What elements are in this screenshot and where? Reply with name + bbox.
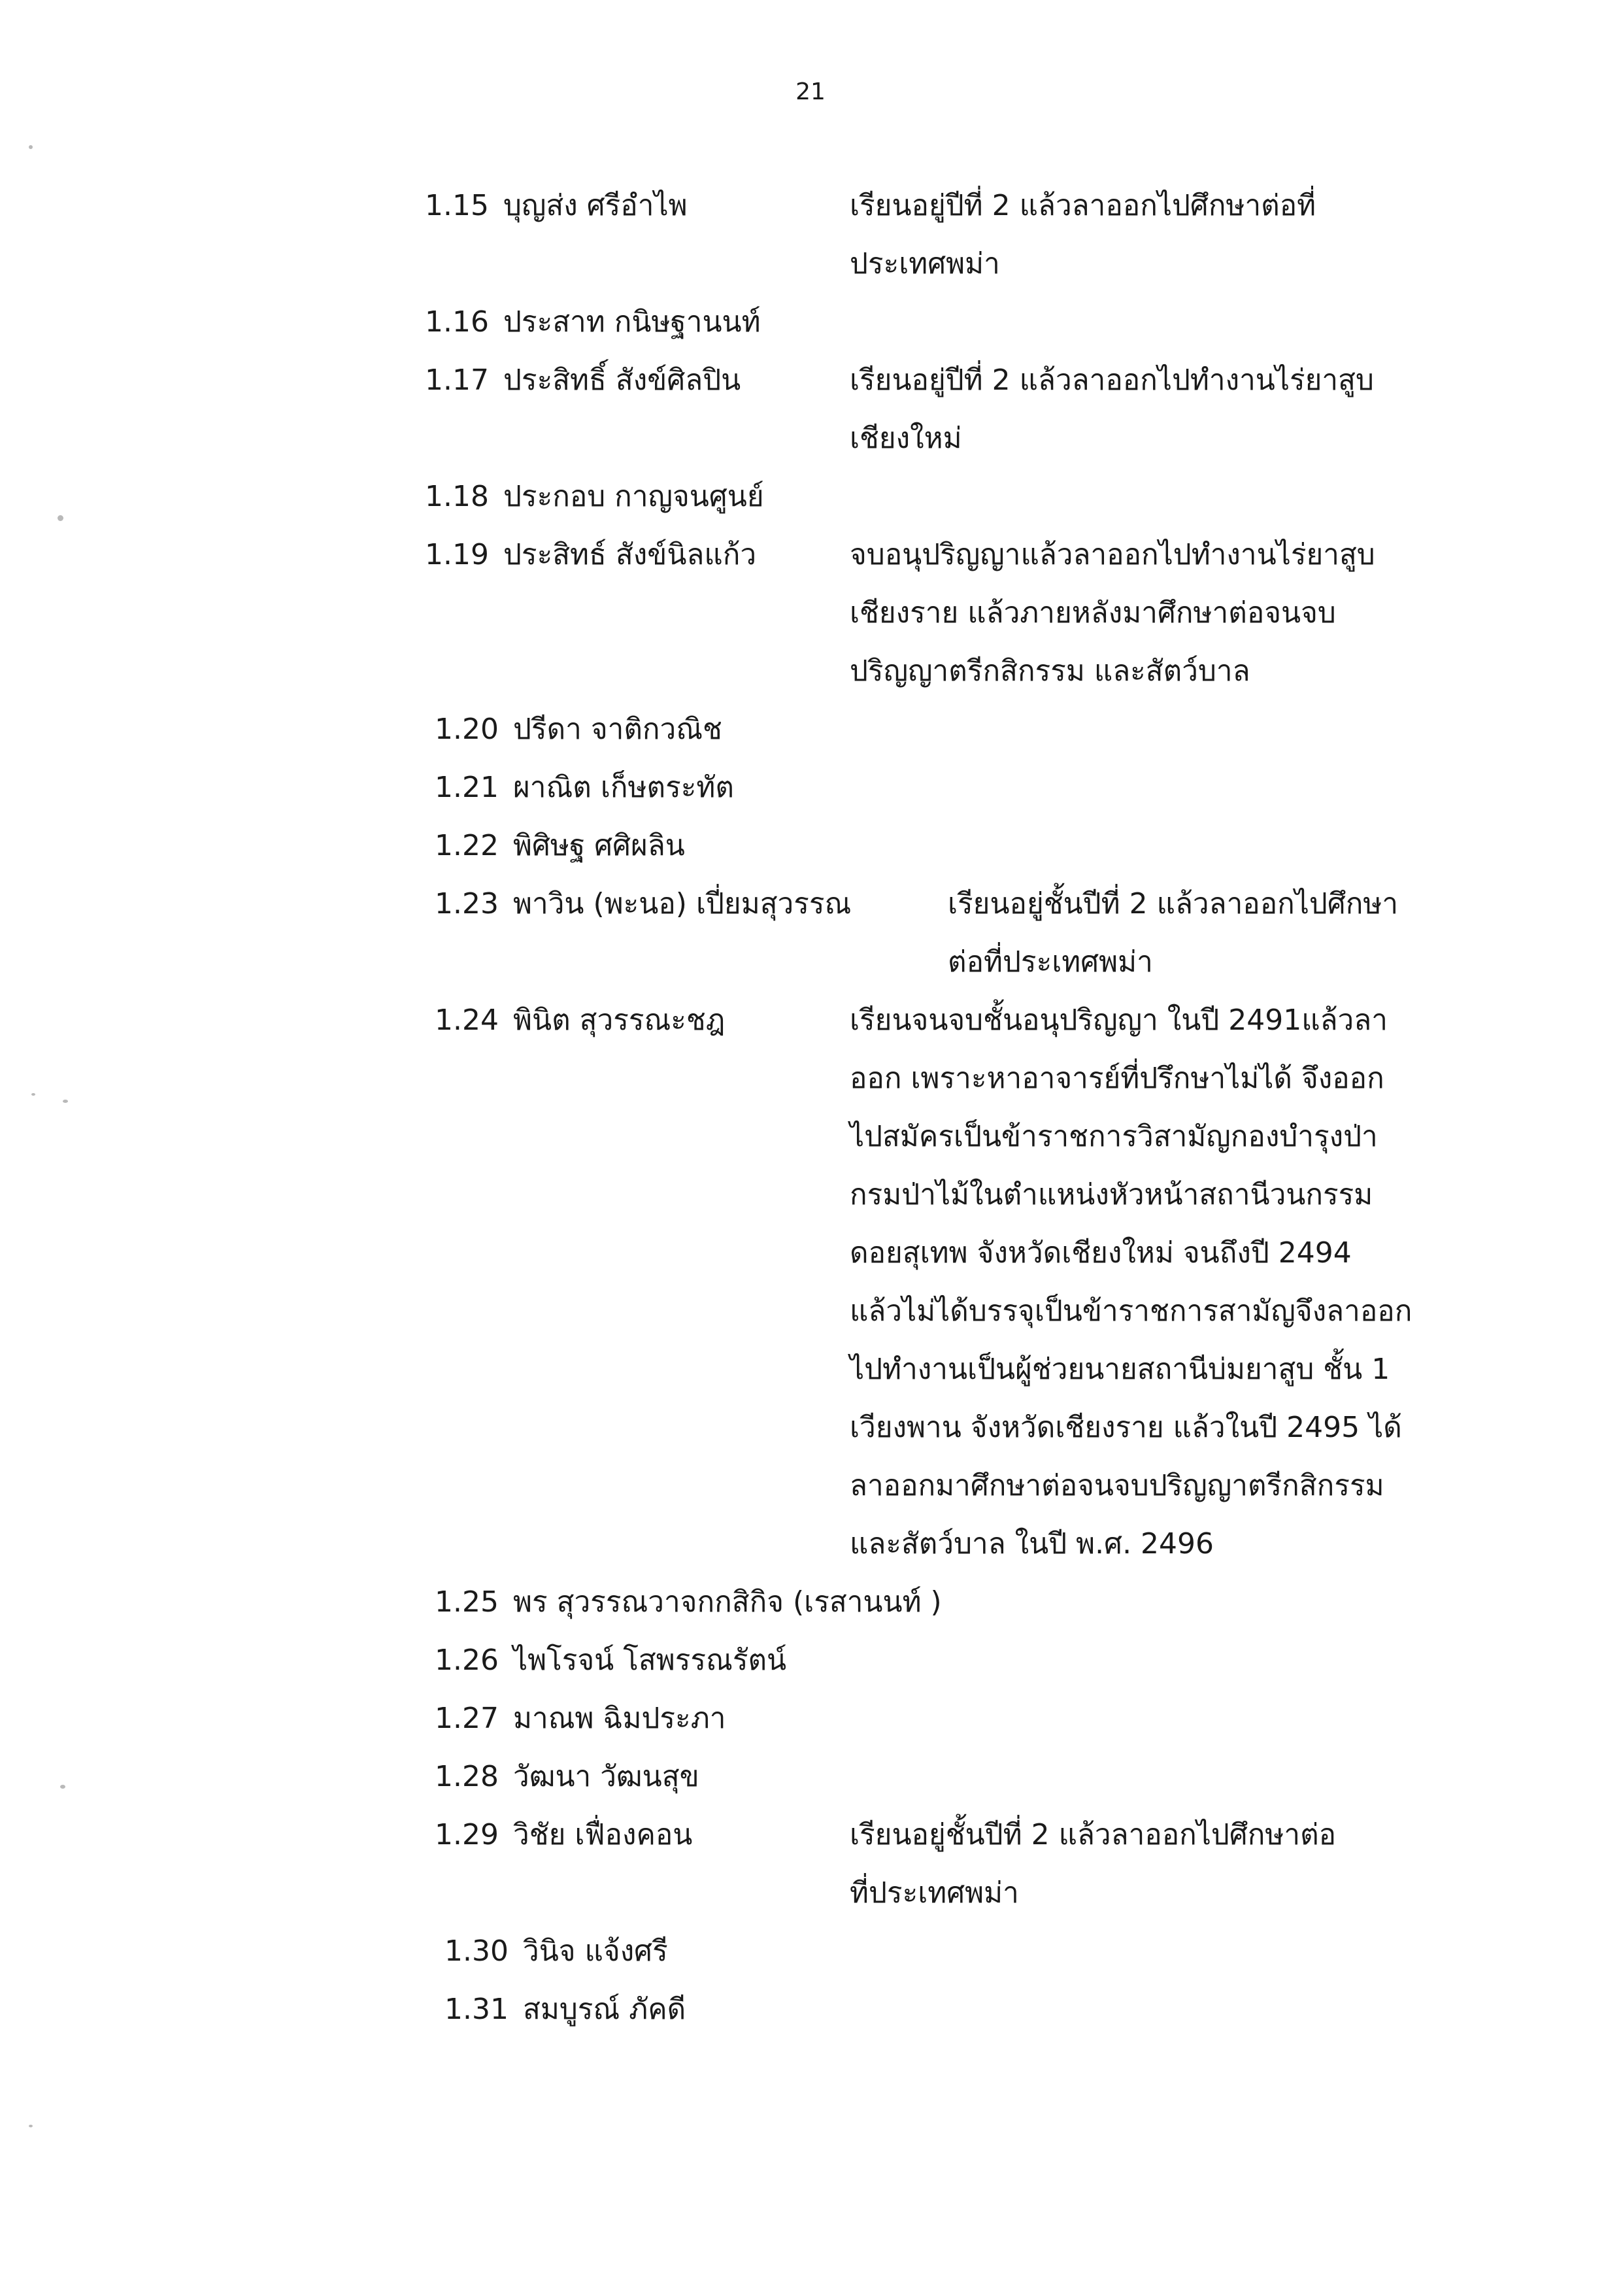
note-line: ดอยสุเทพ จังหวัดเชียงใหม่ จนถึงปี 2494 (850, 1236, 1352, 1270)
item-number: 1.24 (435, 1004, 499, 1037)
scan-speck (58, 515, 63, 521)
scan-speck (29, 145, 33, 149)
person-name: ปรีดา จาติกวณิช (513, 713, 722, 746)
person-name: พิศิษฐ ศศิผลิน (513, 829, 685, 862)
note-line: และสัตว์บาล ในปี พ.ศ. 2496 (850, 1527, 1214, 1561)
person-name: สมบูรณ์ ภัคดี (523, 1993, 686, 2026)
status-note (850, 177, 1316, 293)
status-note (850, 526, 1375, 700)
item-number: 1.27 (435, 1702, 499, 1735)
note-line: ปริญญาตรีกสิกรรม และสัตว์บาล (850, 654, 1250, 688)
note-line: เรียนอยู่ปีที่ 2 แล้วลาออกไปศึกษาต่อที่ (850, 189, 1316, 222)
note-line: ต่อที่ประเทศพม่า (948, 945, 1153, 979)
note-line: เชียงใหม่ (850, 422, 962, 455)
note-line: ไปสมัครเป็นข้าราชการวิสามัญกองบำรุงป่า (850, 1120, 1378, 1153)
note-line: เรียนอยู่ชั้นปีที่ 2 แล้วลาออกไปศึกษาต่อ (850, 1818, 1337, 1851)
status-note (948, 875, 1398, 991)
note-line: ออก เพราะหาอาจารย์ที่ปรึกษาไม่ได้ จึงออก (850, 1062, 1384, 1095)
person-name: พร สุวรรณวาจกกสิกิจ (เรสานนท์ ) (513, 1585, 942, 1619)
item-number: 1.28 (435, 1760, 499, 1793)
note-line: ประเทศพม่า (850, 247, 1000, 280)
item-number: 1.26 (435, 1644, 499, 1677)
status-note (850, 351, 1374, 467)
scan-speck (63, 1100, 68, 1103)
note-line: ที่ประเทศพม่า (850, 1876, 1019, 1910)
page-number: 21 (795, 78, 826, 105)
person-name: ผาณิต เก็ษตระทัต (513, 771, 734, 804)
item-number: 1.17 (425, 363, 489, 397)
item-number: 1.19 (425, 538, 489, 571)
item-number: 1.22 (435, 829, 499, 862)
note-line: เรียนอยู่ชั้นปีที่ 2 แล้วลาออกไปศึกษา (948, 887, 1399, 920)
person-name: วัฒนา วัฒนสุข (513, 1760, 699, 1793)
note-line: ไปทำงานเป็นผู้ช่วยนายสถานีบ่มยาสูบ ชั้น 1 (850, 1353, 1390, 1386)
person-name: วิชัย เฟื่องคอน (513, 1818, 693, 1851)
person-name: ประสาท กนิษฐานนท์ (503, 305, 761, 339)
person-name: มาณพ ฉิมประภา (513, 1702, 726, 1735)
item-number: 1.23 (435, 887, 499, 920)
note-line: ลาออกมาศึกษาต่อจนจบปริญญาตรีกสิกรรม (850, 1469, 1384, 1502)
person-name: ประสิทธิ์ สังข์ศิลปิน (503, 363, 741, 397)
note-line: กรมป่าไม้ในตำแหน่งหัวหน้าสถานีวนกรรม (850, 1178, 1373, 1211)
scan-speck (31, 1093, 35, 1096)
person-name: ไพโรจน์ โสพรรณรัตน์ (513, 1644, 787, 1677)
person-name: พาวิน (พะนอ) เปี่ยมสุวรรณ (513, 887, 852, 920)
person-name: ประสิทธ์ สังข์นิลแก้ว (503, 538, 757, 571)
scan-speck (60, 1785, 65, 1789)
person-name: วินิจ แจ้งศรี (523, 1934, 668, 1968)
person-name: พินิต สุวรรณะชฎ (513, 1004, 726, 1037)
note-line: เรียนจนจบชั้นอนุปริญญา ในปี 2491แล้วลา (850, 1004, 1388, 1037)
note-line: จบอนุปริญญาแล้วลาออกไปทำงานไร่ยาสูบ (850, 538, 1375, 571)
person-name: บุญส่ง ศรีอำไพ (503, 189, 688, 222)
item-number: 1.29 (435, 1818, 499, 1851)
note-line: เรียนอยู่ปีที่ 2 แล้วลาออกไปทำงานไร่ยาสูบ (850, 363, 1374, 397)
note-line: เวียงพาน จังหวัดเชียงราย แล้วในปี 2495 ได้ (850, 1411, 1402, 1444)
item-number: 1.25 (435, 1585, 499, 1619)
scan-speck (29, 2125, 33, 2127)
status-note (850, 991, 1412, 1573)
status-note (850, 1806, 1336, 1922)
person-name: ประกอบ กาญจนศูนย์ (503, 480, 764, 513)
item-number: 1.16 (425, 305, 489, 339)
item-number: 1.18 (425, 480, 489, 513)
item-number: 1.30 (444, 1934, 509, 1968)
item-number: 1.21 (435, 771, 499, 804)
note-line: เชียงราย แล้วภายหลังมาศึกษาต่อจนจบ (850, 596, 1336, 630)
item-number: 1.20 (435, 713, 499, 746)
item-number: 1.31 (444, 1993, 509, 2026)
item-number: 1.15 (425, 189, 489, 222)
note-line: แล้วไม่ได้บรรจุเป็นข้าราชการสามัญจึงลาออก (850, 1294, 1412, 1328)
